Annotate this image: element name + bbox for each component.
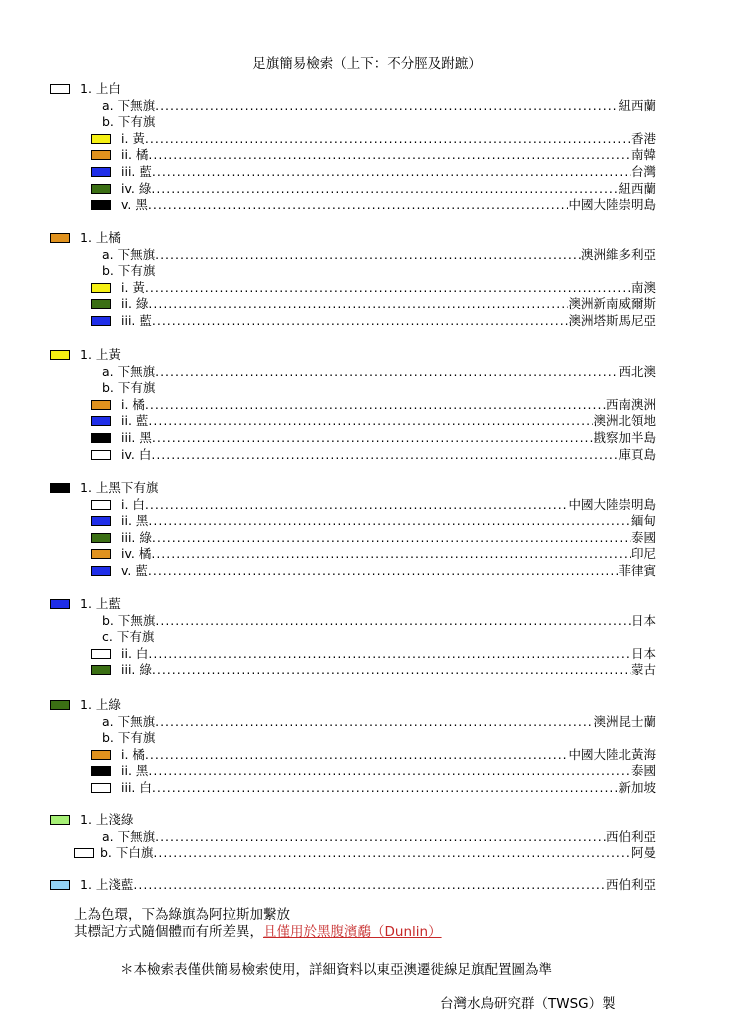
row-label: a. 下無旗 xyxy=(102,713,156,729)
key-row xyxy=(121,563,656,579)
destination: 蒙古 xyxy=(630,662,656,678)
row-swatch-white xyxy=(91,783,111,793)
row-swatch-black xyxy=(91,433,111,443)
note-line-1: 上為色環，下為綠旗為阿拉斯加繫放 xyxy=(74,907,290,923)
leader-dots xyxy=(145,497,569,513)
destination: 香港 xyxy=(630,130,656,146)
destination: 阿曼 xyxy=(630,845,656,861)
row-label: iii. 綠 xyxy=(121,529,152,545)
row-label: iii. 藍 xyxy=(121,164,152,179)
section-swatch-green xyxy=(50,700,70,710)
key-row xyxy=(121,164,656,180)
leader-dots xyxy=(148,296,568,312)
section-heading: 1. 上淺綠 xyxy=(80,812,134,827)
destination: 西北澳 xyxy=(618,363,656,379)
row-label: i. 黃 xyxy=(121,130,145,146)
destination: 紐西蘭 xyxy=(618,97,656,113)
row-swatch-yellow xyxy=(91,283,111,293)
destination: 新加坡 xyxy=(618,780,656,795)
sub-heading: b. 下有旗 xyxy=(102,263,156,279)
leader-dots xyxy=(152,530,631,546)
section-swatch-orange xyxy=(50,233,70,243)
key-row xyxy=(102,613,656,629)
leader-dots xyxy=(145,397,606,413)
destination: 中國大陸崇明島 xyxy=(568,496,656,512)
key-row xyxy=(102,98,656,114)
section-swatch-white xyxy=(50,84,70,94)
leader-dots xyxy=(152,780,619,796)
destination: 庫頁島 xyxy=(618,446,656,462)
row-label: ii. 橘 xyxy=(121,147,149,163)
key-row xyxy=(121,131,656,147)
leader-dots xyxy=(152,430,594,446)
row-swatch-white xyxy=(91,649,111,659)
section-swatch-blue xyxy=(50,599,70,609)
row-swatch-orange xyxy=(91,150,111,160)
row-label: v. 黑 xyxy=(121,197,148,213)
leader-dots xyxy=(148,197,569,213)
leader-dots xyxy=(145,280,631,296)
key-row xyxy=(121,747,656,763)
section-heading: 1. 上藍 xyxy=(80,596,121,611)
destination: 中國大陸崇明島 xyxy=(568,197,656,213)
leader-dots xyxy=(152,164,631,180)
key-row xyxy=(102,247,656,263)
destination: 西南澳洲 xyxy=(605,396,656,412)
destination: 中國大陸北黃海 xyxy=(568,746,656,762)
key-row xyxy=(121,397,656,413)
row-label: iii. 藍 xyxy=(121,313,152,328)
key-row xyxy=(121,646,656,662)
row-label: i. 橘 xyxy=(121,746,145,762)
row-label: ii. 黑 xyxy=(121,513,149,529)
destination: 泰國 xyxy=(630,529,656,545)
key-row xyxy=(121,447,656,463)
destination: 澳洲北領地 xyxy=(593,413,656,429)
row-swatch-green xyxy=(91,533,111,543)
leader-dots xyxy=(155,714,593,730)
row-label: ii. 綠 xyxy=(121,296,149,312)
row-label: b. 下無旗 xyxy=(102,612,156,628)
leader-dots xyxy=(155,364,618,380)
key-row xyxy=(121,296,656,312)
row-swatch-green xyxy=(91,299,111,309)
destination: 印尼 xyxy=(630,546,656,562)
leader-dots xyxy=(153,845,631,861)
page-title: 足旗簡易檢索（上下：不分脛及跗蹠） xyxy=(252,56,482,72)
destination: 泰國 xyxy=(630,763,656,779)
leader-dots xyxy=(155,829,606,845)
sub-heading: b. 下有旗 xyxy=(102,380,156,396)
destination: 澳洲昆士蘭 xyxy=(593,713,656,729)
section-heading: 1. 上淺藍 xyxy=(80,877,134,892)
leader-dots xyxy=(152,662,631,678)
destination: 台灣 xyxy=(630,164,656,179)
row-swatch-white xyxy=(91,450,111,460)
row-label: iv. 橘 xyxy=(121,546,152,562)
leader-dots xyxy=(151,546,631,562)
row-swatch-blue xyxy=(91,167,111,177)
row-label: i. 白 xyxy=(121,496,145,512)
key-row xyxy=(121,147,656,163)
dunlin-link[interactable]: 且僅用於黑腹濱鷸（Dunlin） xyxy=(263,924,442,940)
destination: 日本 xyxy=(630,645,656,661)
leader-dots xyxy=(148,763,631,779)
row-swatch-yellow xyxy=(91,134,111,144)
row-swatch-black xyxy=(91,766,111,776)
leader-dots xyxy=(155,98,618,114)
leader-dots xyxy=(133,877,606,893)
row-swatch-white xyxy=(74,848,94,858)
leader-dots xyxy=(145,131,631,147)
section-swatch-yellow xyxy=(50,350,70,360)
key-row xyxy=(121,181,656,197)
destination: 菲律賓 xyxy=(618,563,656,578)
destination: 戡察加半島 xyxy=(593,430,656,445)
key-row xyxy=(102,714,656,730)
row-label: iv. 白 xyxy=(121,446,152,462)
section-swatch-lightblue xyxy=(50,880,70,890)
section-heading: 1. 上橘 xyxy=(80,230,121,245)
row-swatch-orange xyxy=(91,750,111,760)
destination: 南韓 xyxy=(630,147,656,163)
row-swatch-blue xyxy=(91,566,111,576)
leader-dots xyxy=(148,413,593,429)
row-swatch-white xyxy=(91,500,111,510)
key-row xyxy=(121,513,656,529)
destination: 澳洲塔斯馬尼亞 xyxy=(568,313,656,328)
key-row xyxy=(102,364,656,380)
note-text: 其標記方式隨個體而有所差異， xyxy=(74,924,263,940)
row-swatch-green xyxy=(91,184,111,194)
sub-heading: c. 下有旗 xyxy=(102,629,155,645)
row-label: iv. 綠 xyxy=(121,180,152,196)
destination: 澳洲新南威爾斯 xyxy=(568,296,656,312)
destination: 南澳 xyxy=(630,279,656,295)
row-label: a. 下無旗 xyxy=(102,97,156,113)
leader-dots xyxy=(148,513,631,529)
leader-dots xyxy=(155,613,631,629)
leader-dots xyxy=(151,181,618,197)
row-label: a. 下無旗 xyxy=(102,828,156,844)
destination: 西伯利亞 xyxy=(605,828,656,844)
row-label: a. 下無旗 xyxy=(102,246,156,262)
row-label: iii. 綠 xyxy=(121,662,152,678)
row-label: ii. 白 xyxy=(121,645,149,661)
row-swatch-orange xyxy=(91,400,111,410)
row-swatch-green xyxy=(91,665,111,675)
row-label: a. 下無旗 xyxy=(102,363,156,379)
leader-dots xyxy=(151,447,618,463)
destination: 澳洲維多利亞 xyxy=(580,246,656,262)
row-label: v. 藍 xyxy=(121,563,148,578)
section-heading: 1. 上黑下有旗 xyxy=(80,480,159,495)
row-swatch-blue xyxy=(91,316,111,326)
destination: 緬甸 xyxy=(630,513,656,529)
row-label: ii. 黑 xyxy=(121,763,149,779)
key-row xyxy=(121,280,656,296)
section-swatch-black xyxy=(50,483,70,493)
destination: 日本 xyxy=(630,612,656,628)
row-swatch-orange xyxy=(91,549,111,559)
row-label: i. 橘 xyxy=(121,396,145,412)
credit: 台灣水鳥研究群（TWSG）製 xyxy=(440,996,616,1012)
row-swatch-blue xyxy=(91,416,111,426)
disclaimer: ＊本檢索表僅供簡易檢索使用，詳細資料以東亞澳遷徙線足旗配置圖為準 xyxy=(120,962,552,978)
section-heading: 1. 上綠 xyxy=(80,697,121,712)
leader-dots xyxy=(152,313,569,329)
key-row xyxy=(102,829,656,845)
destination: 西伯利亞 xyxy=(605,877,656,892)
key-row xyxy=(121,313,656,329)
leader-dots xyxy=(145,747,569,763)
row-label: i. 黃 xyxy=(121,279,145,295)
section-heading: 1. 上白 xyxy=(80,81,121,96)
key-row xyxy=(121,530,656,546)
key-row xyxy=(121,497,656,513)
row-swatch-blue xyxy=(91,516,111,526)
row-label: b. 下白旗 xyxy=(100,845,154,861)
leader-dots xyxy=(148,646,631,662)
row-swatch-black xyxy=(91,200,111,210)
section-heading-row xyxy=(80,877,656,893)
row-label: ii. 藍 xyxy=(121,413,149,429)
leader-dots xyxy=(148,147,631,163)
key-row xyxy=(121,763,656,779)
leader-dots xyxy=(148,563,619,579)
key-row xyxy=(121,430,656,446)
key-row xyxy=(121,546,656,562)
key-row xyxy=(121,413,656,429)
section-heading: 1. 上黃 xyxy=(80,347,121,362)
sub-heading: b. 下有旗 xyxy=(102,730,156,746)
row-label: iii. 白 xyxy=(121,780,152,795)
row-label: iii. 黑 xyxy=(121,430,152,445)
leader-dots xyxy=(155,247,581,263)
note-line-2 xyxy=(74,923,442,941)
section-swatch-lightgreen xyxy=(50,815,70,825)
destination: 紐西蘭 xyxy=(618,180,656,196)
sub-heading: b. 下有旗 xyxy=(102,114,156,130)
key-row xyxy=(100,845,656,861)
key-row xyxy=(121,662,656,678)
key-row xyxy=(121,780,656,796)
key-row xyxy=(121,197,656,213)
